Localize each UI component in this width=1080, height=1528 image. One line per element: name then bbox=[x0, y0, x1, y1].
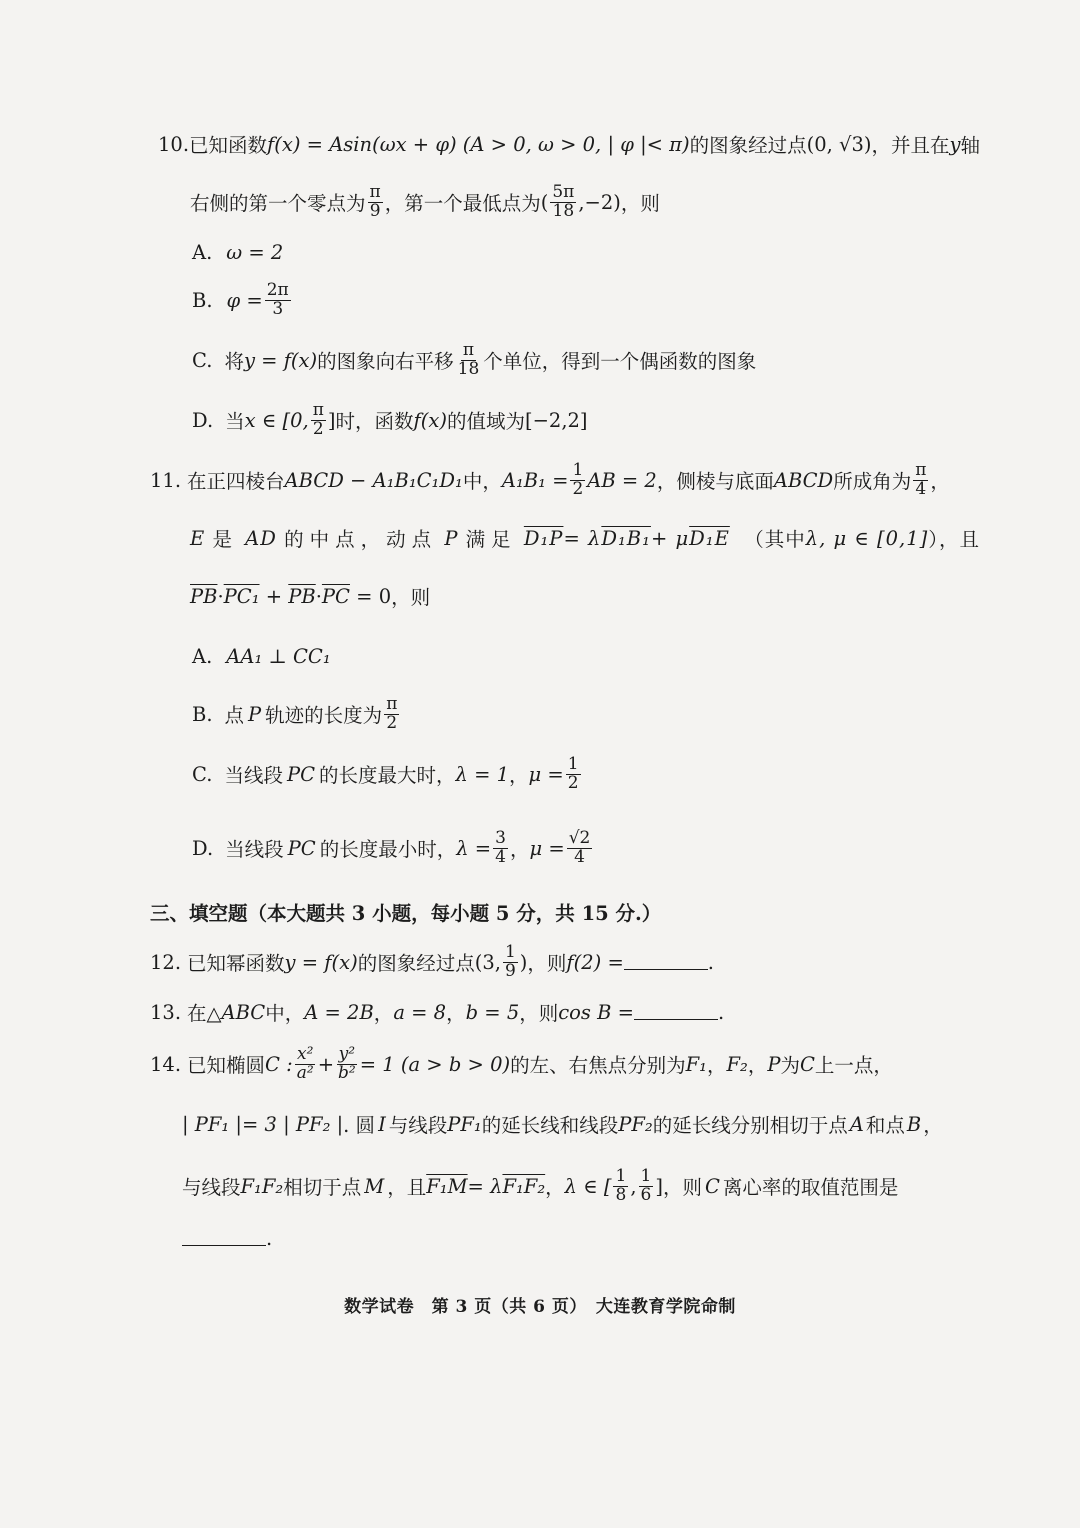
q11-option-b: B. 点 P 轨迹的长度为 $\frac{\pi}{2}$ bbox=[192, 693, 398, 733]
q10-text: ，并且在 bbox=[871, 134, 950, 157]
q10-point: (0, √3) bbox=[806, 132, 872, 156]
q10-formula: f(x) = Asin(ωx + φ) (A > 0, ω > 0, | φ |< π) bbox=[267, 132, 690, 156]
q12: 12. 已知幂函数 y = f(x) 的图象经过点 (3, $\frac{1}{9}$ ) ，则 f(2) = . bbox=[150, 941, 714, 981]
q12-answer-blank[interactable] bbox=[624, 955, 708, 970]
q10-y: y bbox=[949, 132, 961, 156]
q13: 13. 在△ ABC 中， A = 2B ， a = 8 ， b = 5 ，则 cos B = . bbox=[150, 1000, 725, 1025]
q14-answer-blank[interactable] bbox=[182, 1231, 266, 1246]
q14-line-4: . bbox=[182, 1208, 272, 1268]
q14-line-1: 14. 已知椭圆 C : $\frac{\text{x²}}{\text{a²}}$ + $\frac{\text{y²}}{\text{b²}}$ = 1 (a > b > 0) 的左、右焦点分别为 F₁ ， F₂ ， P 为 C 上一点， bbox=[150, 1043, 893, 1083]
q10-option-d: D. 当 x ∈ [0, $\frac{\pi}{2}$ ] 时，函数 f(x) 的值域为 [−2,2] bbox=[192, 399, 588, 439]
q11-line-3: $\overline{PB}$ · PC₁ + $\overline{PB}$ · $\overline{PC}$ = 0 ，则 bbox=[190, 584, 431, 609]
q11-number: 11. bbox=[150, 468, 182, 492]
q10-option-b: B. φ = $\frac{2\pi}{3}$ bbox=[192, 279, 289, 319]
q14-line-2: | PF₁ |= 3 | PF₂ | . 圆 I 与线段 PF₁ 的延长线和线段 PF₂ 的延长线分别相切于点 A 和点 B ， bbox=[182, 1112, 943, 1137]
q14-line-3: 与线段 F₁F₂ 相切于点 M ，且 F₁M = λ F₁F₂ ， λ ∈ [ $\frac{1}{8}$ , $\frac{1}{6}$ ] ，则 C 离心率的取值范围是 bbox=[182, 1165, 899, 1205]
q11-option-a: A. AA₁ ⊥ CC₁ bbox=[192, 644, 331, 668]
q11-option-d: D. 当线段 PC 的长度最小时， λ = $\frac{3}{4}$ ， μ = $\frac{√2}{4}$ bbox=[192, 827, 591, 867]
q11-line-1: 11. 在正四棱台 ABCD − A₁B₁C₁D₁ 中， A₁B₁ = $\frac{1}{2}$ AB = 2 ，侧棱与底面 ABCD 所成角为 $\frac{\pi}{4}$ ， bbox=[150, 459, 950, 499]
q10-low-fraction: $\frac{5\pi}{18}$ bbox=[552, 181, 575, 221]
q10-low-rest: ,−2) bbox=[578, 190, 621, 214]
q10-zero-fraction: $\frac{\pi}{9}$ bbox=[369, 181, 381, 221]
q10-text: 轴 bbox=[960, 134, 981, 157]
q10-text: 已知函数 bbox=[189, 134, 268, 157]
q10-line-2: 右侧的第一个零点为 $\frac{\pi}{9}$ ，第一个最低点为 ( $\frac{5\pi}{18}$ ,−2) ，则 bbox=[190, 181, 660, 221]
q10-line-1 bbox=[158, 114, 980, 174]
q11-line-2: E 是 AD 的中点，动点 P 满足 D₁P = λ D₁B₁ + μ D₁E （其中 λ, μ ∈ [0,1] ），且 bbox=[190, 526, 981, 551]
page-footer: 数学试卷 第 3 页（共 6 页） 大连教育学院命制 bbox=[344, 1297, 736, 1317]
section-3-title: 三、填空题（本大题共 3 小题，每小题 5 分，共 15 分.） bbox=[150, 902, 662, 925]
q10-option-a: A. ω = 2 bbox=[192, 240, 284, 264]
q10-text: 的图象经过点 bbox=[689, 134, 807, 157]
q11-option-c: C. 当线段 PC 的长度最大时， λ = 1 ， μ = $\frac{1}{2}$ bbox=[192, 753, 579, 793]
q13-answer-blank[interactable] bbox=[634, 1005, 718, 1020]
q10-option-c: C. 将 y = f(x) 的图象向右平移 $\frac{\pi}{18}$ 个单位，得到一个偶函数的图象 bbox=[192, 339, 757, 379]
q10-number: 10. bbox=[158, 132, 190, 156]
q10-text: ，则 bbox=[620, 192, 660, 215]
q10-text: 右侧的第一个零点为 bbox=[190, 192, 366, 215]
q10-text: ，第一个最低点为 bbox=[384, 192, 541, 215]
